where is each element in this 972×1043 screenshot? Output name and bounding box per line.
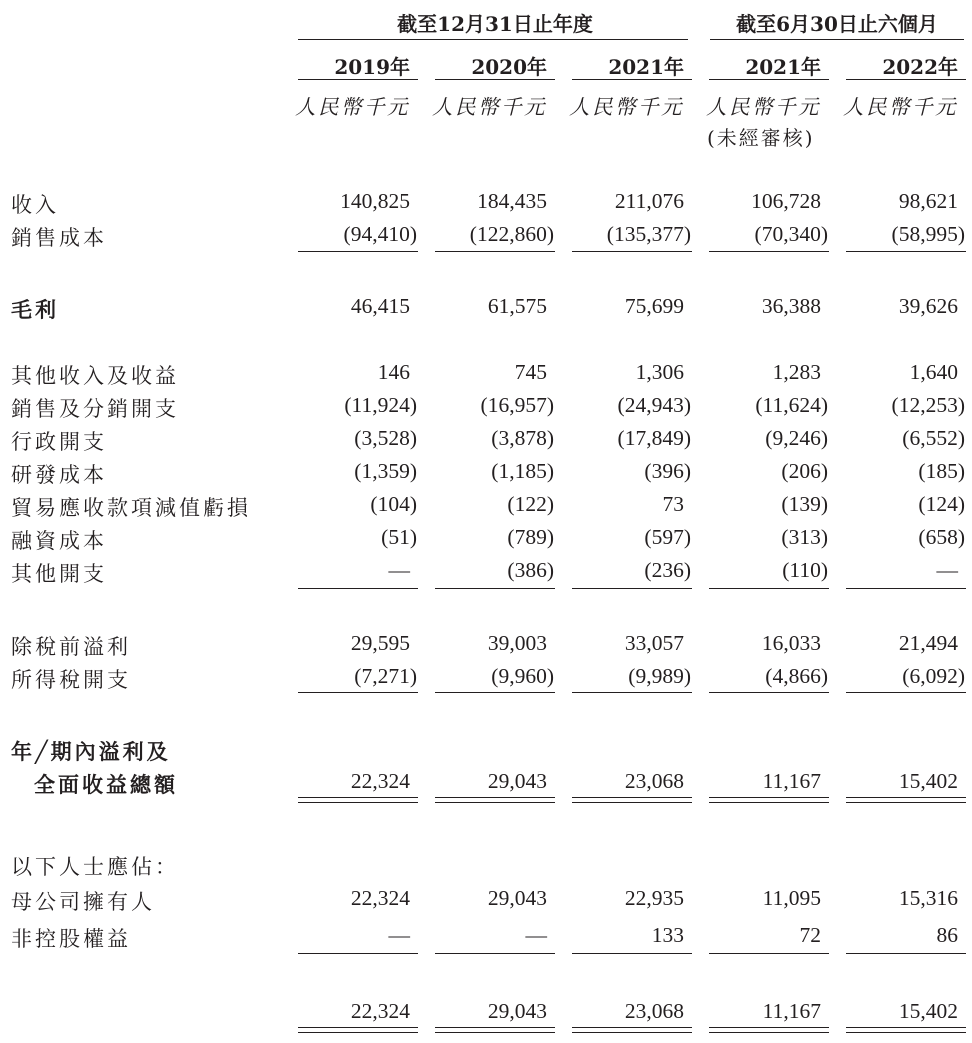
value-cell: 33,057 — [624, 631, 684, 655]
value-cell: 11,167 — [762, 999, 821, 1023]
value-cell: 16,033 — [761, 631, 821, 655]
value-cell: 98,621 — [898, 189, 958, 213]
row-label-revenue: 收入 — [11, 193, 59, 217]
total-double-rule — [709, 797, 829, 803]
unit-label: 人民幣千元 — [843, 95, 958, 119]
subtotal-rule — [298, 251, 418, 252]
row-label-income-tax: 所得稅開支 — [11, 668, 131, 692]
row-label-attributable-to: 以下人士應佔： — [11, 855, 179, 879]
value-cell: 211,076 — [614, 189, 684, 213]
row-label-other-expenses: 其他開支 — [11, 562, 107, 586]
value-cell: 11,167 — [762, 769, 821, 793]
value-cell: (1,359) — [354, 459, 417, 483]
group-title-six-months: 截至6月30日止六個月 — [736, 12, 938, 36]
row-label-rnd-costs: 研發成本 — [11, 463, 107, 487]
value-cell: 72 — [799, 923, 821, 947]
total-double-rule — [435, 797, 555, 803]
row-label-owners-of-parent: 母公司擁有人 — [11, 890, 155, 914]
value-cell: 140,825 — [340, 189, 410, 213]
row-label-profit-before-tax: 除稅前溢利 — [11, 635, 131, 659]
value-cell: 29,595 — [350, 631, 410, 655]
row-label-cost-of-sales: 銷售成本 — [11, 226, 107, 250]
value-cell: (12,253) — [891, 393, 965, 417]
total-double-rule — [709, 1027, 829, 1033]
unit-label: 人民幣千元 — [706, 95, 821, 119]
value-cell: 1,306 — [635, 360, 684, 384]
value-cell: 22,324 — [350, 886, 410, 910]
header-rule-six-months — [710, 39, 964, 40]
row-label-gross-profit: 毛利 — [11, 297, 59, 322]
subtotal-rule — [572, 251, 692, 252]
subtotal-rule — [572, 692, 692, 693]
value-cell: (3,528) — [354, 426, 417, 450]
subtotal-rule — [435, 588, 555, 589]
value-cell: (70,340) — [754, 222, 828, 246]
subtotal-rule — [709, 588, 829, 589]
value-cell: (185) — [918, 459, 965, 483]
subtotal-rule — [846, 953, 966, 954]
value-cell: 184,435 — [477, 189, 547, 213]
value-cell: (9,960) — [491, 664, 554, 688]
value-cell: 29,043 — [487, 769, 547, 793]
subtotal-rule — [846, 251, 966, 252]
value-cell: (3,878) — [491, 426, 554, 450]
value-cell: (11,924) — [344, 393, 417, 417]
value-cell: 23,068 — [624, 999, 684, 1023]
subtotal-rule — [435, 953, 555, 954]
subtotal-rule — [709, 953, 829, 954]
value-cell: (236) — [644, 558, 691, 582]
value-cell: (58,995) — [891, 222, 965, 246]
value-cell: 21,494 — [898, 631, 958, 655]
value-cell: (4,866) — [765, 664, 828, 688]
value-cell: (135,377) — [606, 222, 691, 246]
value-cell: (658) — [918, 525, 965, 549]
total-double-rule — [846, 797, 966, 803]
year-rule-2021-interim — [709, 79, 829, 80]
value-cell: 15,402 — [898, 999, 958, 1023]
value-cell: 22,324 — [350, 769, 410, 793]
value-cell: 11,095 — [762, 886, 821, 910]
value-cell: 29,043 — [487, 886, 547, 910]
value-cell: (24,943) — [617, 393, 691, 417]
row-label-administrative: 行政開支 — [11, 430, 107, 454]
row-label-impairment: 貿易應收款項減值虧損 — [11, 496, 251, 520]
row-label-non-controlling: 非控股權益 — [11, 927, 131, 951]
subtotal-rule — [846, 588, 966, 589]
year-rule-2020 — [435, 79, 555, 80]
value-cell: (139) — [781, 492, 828, 516]
value-cell: (122) — [507, 492, 554, 516]
value-cell: 1,640 — [909, 360, 958, 384]
value-cell: 29,043 — [487, 999, 547, 1023]
value-cell: (17,849) — [617, 426, 691, 450]
year-header-2021: 2021年 — [608, 55, 684, 79]
total-double-rule — [846, 1027, 966, 1033]
value-cell: 36,388 — [761, 294, 821, 318]
value-cell: 46,415 — [350, 294, 410, 318]
value-cell: (122,860) — [469, 222, 554, 246]
row-label-profit-line1: 年╱期內溢利及 — [11, 739, 171, 764]
value-cell: (9,246) — [765, 426, 828, 450]
total-double-rule — [572, 797, 692, 803]
value-cell: 75,699 — [624, 294, 684, 318]
value-cell: — — [388, 558, 410, 582]
row-label-finance-costs: 融資成本 — [11, 529, 107, 553]
value-cell: (6,552) — [902, 426, 965, 450]
value-cell: 22,324 — [350, 999, 410, 1023]
subtotal-rule — [298, 953, 418, 954]
value-cell: (94,410) — [343, 222, 417, 246]
row-label-other-income: 其他收入及收益 — [11, 364, 179, 388]
value-cell: (104) — [370, 492, 417, 516]
value-cell: (396) — [644, 459, 691, 483]
value-cell: (11,624) — [755, 393, 828, 417]
value-cell: — — [388, 923, 410, 947]
year-rule-2019 — [298, 79, 418, 80]
subtotal-rule — [435, 251, 555, 252]
year-header-2020: 2020年 — [471, 55, 547, 79]
subtotal-rule — [572, 953, 692, 954]
value-cell: — — [936, 558, 958, 582]
value-cell: (1,185) — [491, 459, 554, 483]
row-label-selling-distribution: 銷售及分銷開支 — [11, 397, 179, 421]
year-header-2021-interim: 2021年 — [745, 55, 821, 79]
value-cell: 86 — [936, 923, 958, 947]
header-rule-year-ended — [298, 39, 688, 40]
year-rule-2022-interim — [846, 79, 966, 80]
value-cell: 23,068 — [624, 769, 684, 793]
value-cell: (7,271) — [354, 664, 417, 688]
unit-label: 人民幣千元 — [432, 95, 547, 119]
subtotal-rule — [298, 588, 418, 589]
year-header-2019: 2019年 — [334, 55, 410, 79]
year-rule-2021 — [572, 79, 692, 80]
subtotal-rule — [435, 692, 555, 693]
value-cell: 146 — [377, 360, 410, 384]
subtotal-rule — [298, 692, 418, 693]
subtotal-rule — [846, 692, 966, 693]
total-double-rule — [298, 1027, 418, 1033]
subtotal-rule — [572, 588, 692, 589]
unit-label: 人民幣千元 — [295, 95, 410, 119]
group-title-year-ended: 截至12月31日止年度 — [397, 12, 593, 36]
value-cell: 15,402 — [898, 769, 958, 793]
value-cell: 39,626 — [898, 294, 958, 318]
value-cell: — — [525, 923, 547, 947]
value-cell: (597) — [644, 525, 691, 549]
value-cell: 745 — [514, 360, 547, 384]
total-double-rule — [572, 1027, 692, 1033]
subtotal-rule — [709, 692, 829, 693]
row-label-total-comprehensive-income: 全面收益總額 — [34, 772, 178, 797]
value-cell: (6,092) — [902, 664, 965, 688]
value-cell: (206) — [781, 459, 828, 483]
unaudited-note: (未經審核) — [707, 126, 815, 150]
value-cell: (16,957) — [480, 393, 554, 417]
value-cell: 61,575 — [487, 294, 547, 318]
total-double-rule — [298, 797, 418, 803]
value-cell: (386) — [507, 558, 554, 582]
subtotal-rule — [709, 251, 829, 252]
value-cell: (789) — [507, 525, 554, 549]
value-cell: 15,316 — [898, 886, 958, 910]
value-cell: 73 — [662, 492, 684, 516]
value-cell: 39,003 — [487, 631, 547, 655]
value-cell: (110) — [782, 558, 828, 582]
year-header-2022-interim: 2022年 — [882, 55, 958, 79]
value-cell: 133 — [651, 923, 684, 947]
value-cell: (313) — [781, 525, 828, 549]
value-cell: 1,283 — [772, 360, 821, 384]
value-cell: (9,989) — [628, 664, 691, 688]
unit-label: 人民幣千元 — [569, 95, 684, 119]
value-cell: 22,935 — [624, 886, 684, 910]
value-cell: (51) — [381, 525, 417, 549]
value-cell: (124) — [918, 492, 965, 516]
value-cell: 106,728 — [751, 189, 821, 213]
total-double-rule — [435, 1027, 555, 1033]
